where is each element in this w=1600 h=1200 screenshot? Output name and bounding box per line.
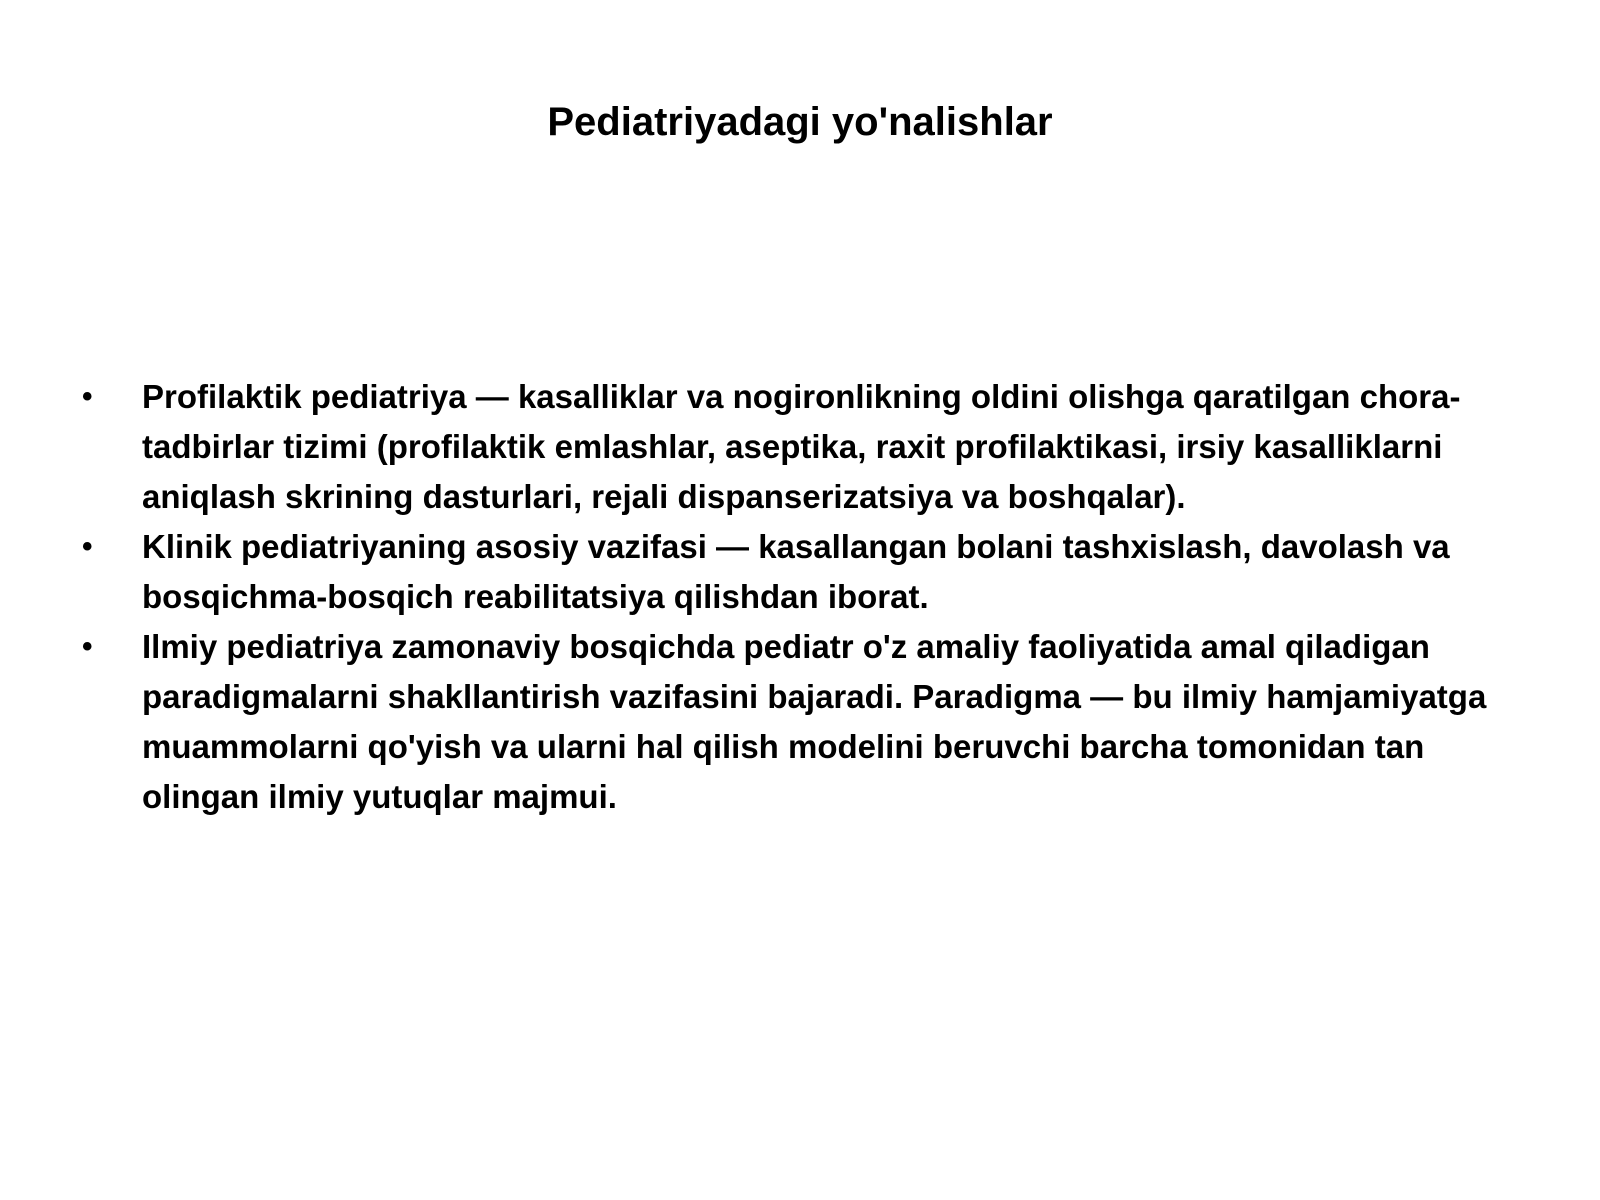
bullet-item-klinik <box>78 522 1538 622</box>
bullet-dot-icon: • <box>82 630 93 663</box>
bullet-text: Klinik pediatriyaning asosiy vazifasi — kasallangan bolani tashxislash, davolash va bosqichma-bosqich reabilitatsiya qilishdan iborat. <box>142 528 1450 615</box>
bullet-text: Ilmiy pediatriya zamonaviy bosqichda pediatr o'z amaliy faoliyatida amal qiladigan paradigmalarni shakllantirish vazifasini bajaradi. Paradigma — bu ilmiy hamjamiyatga muammolarni qo'yish va ularni hal qilish modelini beruvchi barcha tomonidan tan olingan ilmiy yutuqlar majmui. <box>142 628 1487 815</box>
slide-title: Pediatriyadagi yo'nalishlar <box>547 100 1053 144</box>
bullet-list <box>78 372 1538 822</box>
bullet-dot-icon: • <box>82 530 93 563</box>
bullet-dot-icon: • <box>82 380 93 413</box>
bullet-item-ilmiy <box>78 622 1538 822</box>
bullet-item-profilaktik <box>78 372 1538 522</box>
bullet-text: Profilaktik pediatriya — kasalliklar va nogironlikning oldini olishga qaratilgan chora-tadbirlar tizimi (profilaktik emlashlar, aseptika, raxit profilaktikasi, irsiy kasalliklarni aniqlash skrining dasturlari, rejali dispanserizatsiya va boshqalar). <box>142 378 1461 515</box>
